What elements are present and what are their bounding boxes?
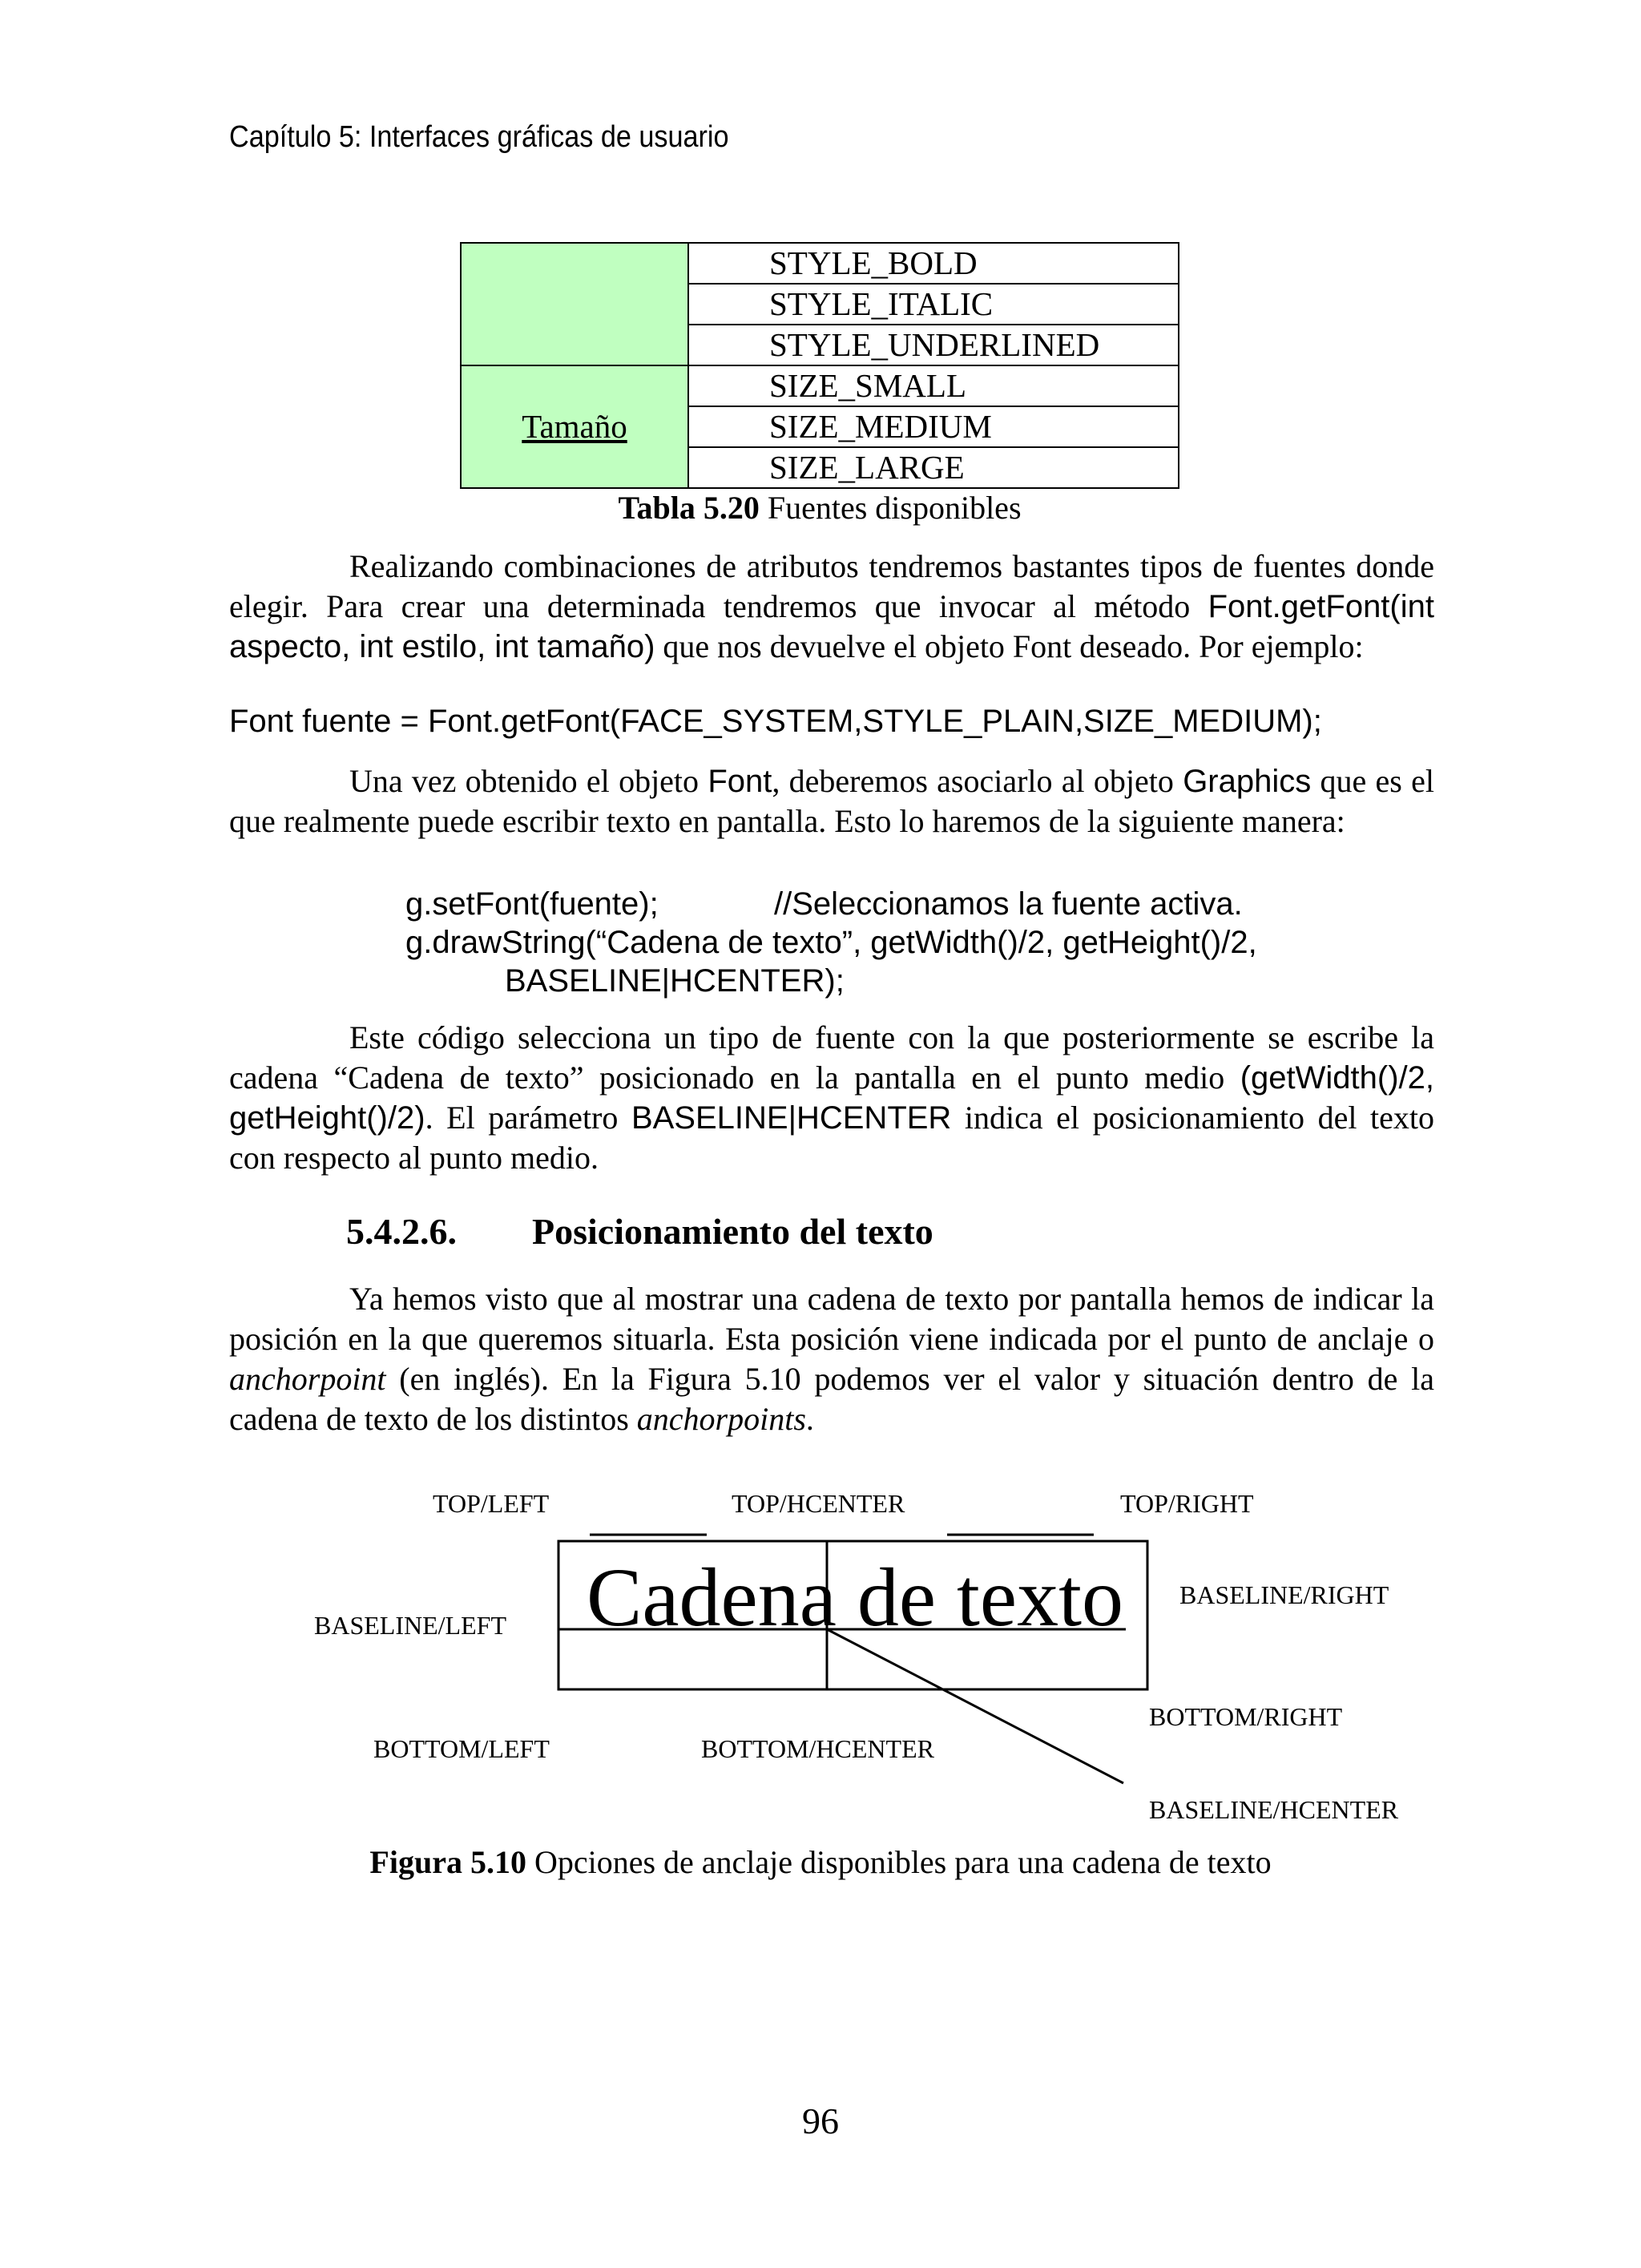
table-cell: SIZE_LARGE bbox=[688, 447, 1179, 488]
label-baseline-left: BASELINE/LEFT bbox=[314, 1611, 506, 1640]
size-label: Tamaño bbox=[522, 408, 627, 445]
inline-code: Graphics bbox=[1183, 764, 1312, 799]
inline-code: BASELINE|HCENTER bbox=[631, 1100, 952, 1136]
page-number: 96 bbox=[802, 2101, 839, 2141]
table-caption-text: Fuentes disponibles bbox=[759, 490, 1022, 526]
paragraph-text: Realizando combinaciones de atributos tendremos bastantes tipos de fuentes donde elegir. Para crear una determinada tendremos que invocar al método bbox=[229, 548, 1434, 624]
paragraph-text: . El parámetro bbox=[425, 1100, 631, 1136]
paragraph-text: Una vez obtenido el objeto bbox=[349, 763, 708, 799]
section-number: 5.4.2.6. bbox=[346, 1211, 457, 1252]
inline-code: Font.getFont(int aspecto, int estilo, int tamaño) bbox=[229, 589, 1434, 664]
paragraph-text: que es el que realmente puede escribir texto en pantalla. Esto lo haremos de la siguiente manera: bbox=[229, 763, 1434, 839]
code-line-3: BASELINE|HCENTER); bbox=[505, 963, 845, 999]
figure-caption-text: Opciones de anclaje disponibles para una cadena de texto bbox=[526, 1844, 1272, 1880]
section-title: Posicionamiento del texto bbox=[532, 1211, 933, 1252]
figure-caption bbox=[0, 1843, 1641, 1881]
table-cell: SIZE_SMALL bbox=[688, 365, 1179, 406]
italic-term: anchorpoint bbox=[229, 1361, 386, 1397]
paragraph-text: , deberemos asociarlo al objeto bbox=[772, 763, 1183, 799]
paragraph-text: indica el posicionamiento del texto con respecto al punto medio. bbox=[229, 1100, 1434, 1176]
table-cell: STYLE_ITALIC bbox=[688, 284, 1179, 325]
sample-text: Cadena de texto bbox=[587, 1552, 1123, 1644]
table-caption-label: Tabla 5.20 bbox=[618, 490, 760, 526]
label-top-left: TOP/LEFT bbox=[433, 1489, 550, 1518]
table-cell: STYLE_BOLD bbox=[688, 243, 1179, 284]
label-top-hcenter: TOP/HCENTER bbox=[732, 1489, 905, 1518]
label-bottom-hcenter: BOTTOM/HCENTER bbox=[701, 1734, 934, 1763]
table-cell: SIZE_MEDIUM bbox=[688, 406, 1179, 447]
label-bottom-left: BOTTOM/LEFT bbox=[373, 1734, 550, 1763]
paragraph-text: Este código selecciona un tipo de fuente con la que posteriormente se escribe la cadena “Cadena de texto” posicionado en la pantalla en el punto medio bbox=[229, 1019, 1434, 1096]
code-example: Font fuente = Font.getFont(FACE_SYSTEM,STYLE_PLAIN,SIZE_MEDIUM); bbox=[229, 704, 1322, 739]
label-baseline-hcenter: BASELINE/HCENTER bbox=[1149, 1795, 1399, 1824]
code-comment: //Seleccionamos la fuente activa. bbox=[774, 886, 1243, 922]
code-line-2: g.drawString(“Cadena de texto”, getWidth()/2, getHeight()/2, bbox=[405, 925, 1257, 960]
paragraph-text: (en inglés). En la Figura 5.10 podemos ver el valor y situación dentro de la cadena de texto de los distintos bbox=[229, 1361, 1434, 1437]
inline-code: (getWidth()/2, getHeight()/2) bbox=[229, 1060, 1434, 1136]
code-text: g.setFont(fuente); bbox=[405, 886, 659, 922]
figure-caption-label: Figura 5.10 bbox=[369, 1844, 526, 1880]
label-bottom-right: BOTTOM/RIGHT bbox=[1149, 1702, 1343, 1731]
table-cell: STYLE_UNDERLINED bbox=[688, 325, 1179, 365]
paragraph-text: Ya hemos visto que al mostrar una cadena de texto por pantalla hemos de indicar la posición en la que queremos situarla. Esta posición viene indicada por el punto de anclaje o bbox=[229, 1281, 1434, 1357]
inline-code: Font bbox=[708, 764, 772, 799]
paragraph-text: . bbox=[805, 1401, 814, 1437]
label-baseline-right: BASELINE/RIGHT bbox=[1179, 1580, 1389, 1609]
running-header: Capítulo 5: Interfaces gráficas de usuario bbox=[229, 120, 729, 154]
paragraph-text: que nos devuelve el objeto Font deseado. Por ejemplo: bbox=[655, 628, 1364, 664]
italic-term: anchorpoints bbox=[636, 1401, 806, 1437]
label-top-right: TOP/RIGHT bbox=[1120, 1489, 1254, 1518]
